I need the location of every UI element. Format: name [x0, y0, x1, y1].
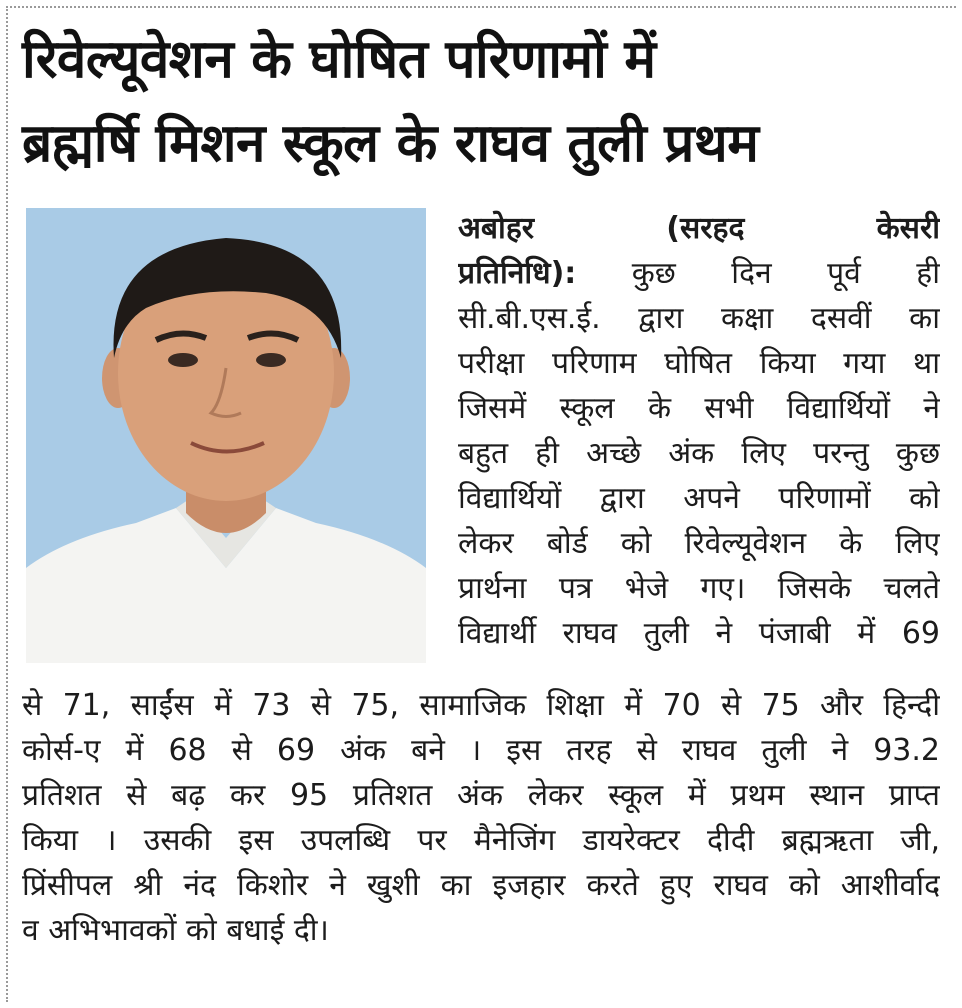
student-photo — [26, 208, 426, 663]
article-line: प्रिंसीपल श्री नंद किशोर ने खुशी का इजहार करते हुए राघव को आशीर्वाद — [22, 868, 940, 903]
article-dateline: अबोहर (सरहद केसरी — [458, 211, 940, 246]
article-line: प्रतिशत से बढ़ कर 95 प्रतिशत अंक लेकर स्कूल में प्रथम स्थान प्राप्त — [22, 778, 940, 813]
article-column-text — [458, 206, 940, 656]
article-line — [458, 251, 940, 296]
article-line: कोर्स-ए में 68 से 69 अंक बने । इस तरह से राघव तुली ने 93.2 — [22, 733, 940, 768]
article-line: लेकर बोर्ड को रिवेल्यूवेशन के लिए — [458, 526, 940, 561]
headline-line-1: रिवेल्यूवेशन के घोषित परिणामों में — [22, 29, 656, 90]
article-line: बहुत ही अच्छे अंक लिए परन्तु कुछ — [458, 436, 940, 471]
article-line: परीक्षा परिणाम घोषित किया गया था — [458, 346, 940, 381]
article-line: किया । उसकी इस उपलब्धि पर मैनेजिंग डायरेक्टर दीदी ब्रह्मऋता जी, — [22, 823, 940, 858]
article-line: सी.बी.एस.ई. द्वारा कक्षा दसवीं का — [458, 301, 940, 336]
article-full-width-text — [22, 683, 940, 953]
article-line: विद्यार्थियों द्वारा अपने परिणामों को — [458, 481, 940, 516]
student-portrait-icon — [26, 208, 426, 663]
article-line: से 71, साईंस में 73 से 75, सामाजिक शिक्षा में 70 से 75 और हिन्दी — [22, 688, 940, 723]
headline-line-2: ब्रह्मर्षि मिशन स्कूल के राघव तुली प्रथम — [22, 113, 759, 174]
article-dateline-cont: प्रतिनिधि): — [458, 256, 577, 291]
article-line-text: कुछ दिन पूर्व ही — [631, 256, 940, 291]
article-line: जिसमें स्कूल के सभी विद्यार्थियों ने — [458, 391, 940, 426]
headline — [22, 18, 952, 186]
article-line: विद्यार्थी राघव तुली ने पंजाबी में 69 — [458, 616, 940, 651]
article-line: व अभिभावकों को बधाई दी। — [22, 913, 329, 948]
article-line: प्रार्थना पत्र भेजे गए। जिसके चलते — [458, 571, 940, 606]
